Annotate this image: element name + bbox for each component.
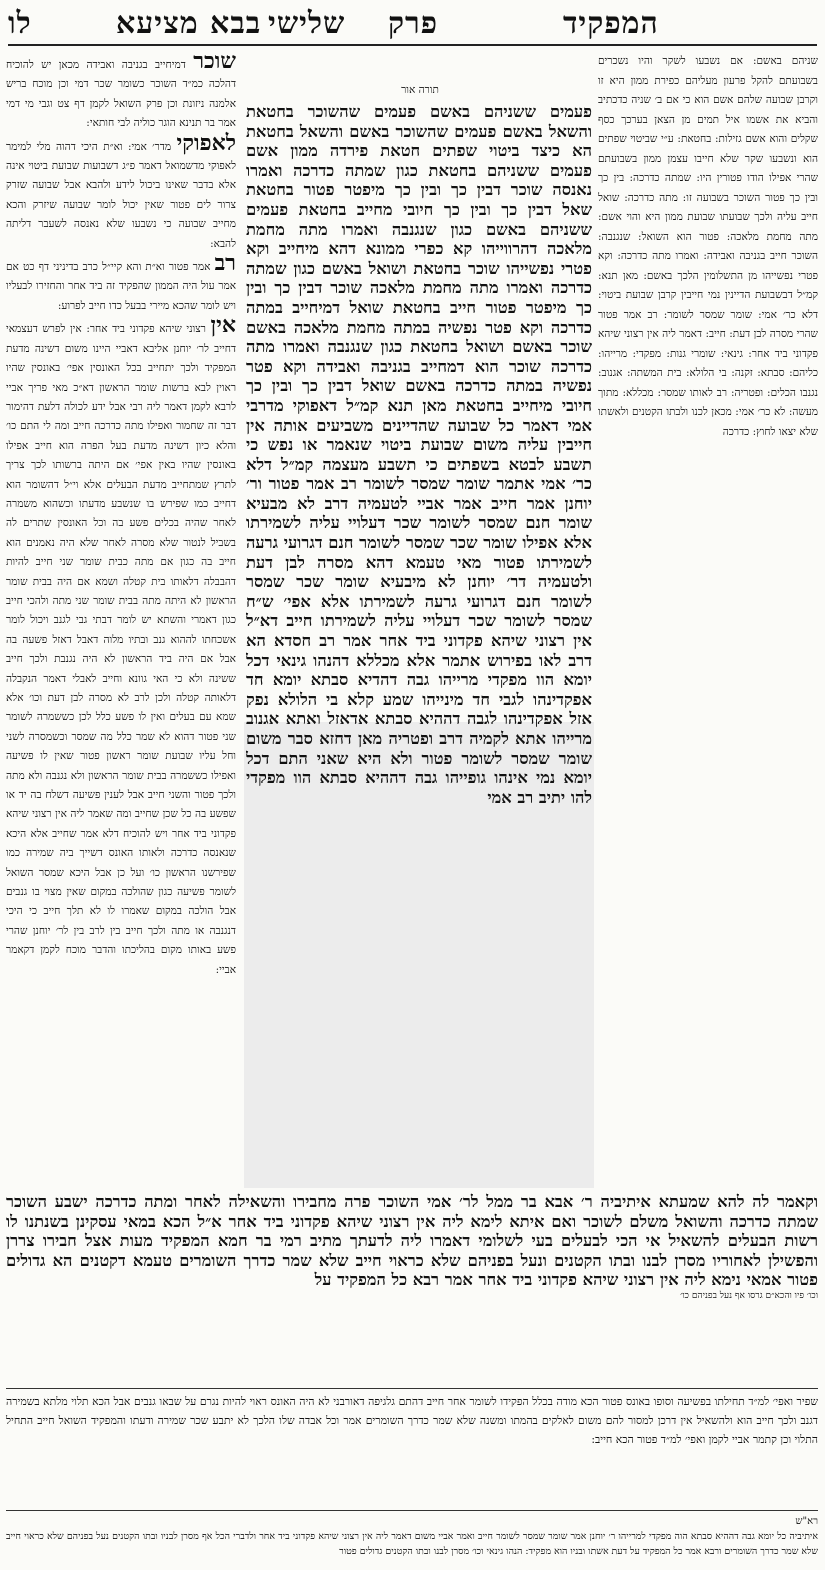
gemara-text: פעמים ששניהם באשם פעמים שהשוכר בחטאת והשאל באשם פעמים שהשוכר באשם והשאל בחטאת הא כיצד ביטוי שפתים חטאת פירדה ממון אשם פעמים ששניהם בחטאת כגון שמתה כדרכה ואמרו נאנסה שוכר דבין כך ובין כך מיפטר פטור בחטאת שאל דבין כך ובין כך חיובי מחייב בחטאת פעמים ששניהם באשם כגון שנגנבה ואמרו מתה מחמת מלאכה דהרווייהו קא כפרי ממונא דהא מיחייב וקא פטרי נפשייהו שוכר בחטאת ושואל באשם כגון שמתה כדרכה ואמרו מתה מחמת מלאכה שוכר דבין כך ובין כך מיפטר פטור חייב בחטאת שואל דמיחייב במתה כדרכה וקא פטר נפשיה במתה מחמת מלאכה באשם שוכר באשם ושואל בחטאת כגון שנגנבה ואמרו מתה כדרכה שוכר הוא דמחייב בגניבה ואבידה וקא פטר נפשיה במתה כדרכה באשם שואל דבין כך ובין כך חיובי מיחייב בחטאת מאן תנא קמ״ל דאפוקי מדרבי אמי דאמר כל שבועה שהדיינים משביעים אותה אין חייבין עליה משום שבועת ביטוי שנאמר או נפש כי תשבע לבטא בשפתים כי תשבע מעצמה קמ״ל דלא כר׳ אמי אתמר שומר שמסר לשומר רב אמר פטור ור׳ יוחנן אמר חייב אמר אביי לטעמיה דרב לא מבעיא שומר חנם שמסר לשומר שכר דעלויי עליה לשמירתו אלא אפילו שומר שכר שמסר לשומר חנם דגרועי גרעה לשמירתו פטור מאי טעמא דהא מסרה לבן דעת ולטעמיה דר׳ יוחנן לא מיבעיא שומר שכר שמסר לשומר חנם דגרועי גרעה לשמירתו אלא אפי׳ ש״ח שמסר לשומר שכר דעלויי עליה לשמירתו חייב דא״ל אין רצוני שיהא פקדוני ביד אחר אמר רב חסדא הא דרב לאו בפירוש אתמר אלא מכללא דהנהו גינאי דכל יומא הוו מפקדי מרייהו גבה דהדיא סבתא יומא חד אפקדינהו לגבי חד מינייהו שמע קלא בי הלולא נפק אזל אפקדינהו לגבה דההיא סבתא אדאזל ואתא אגנוב מרייהו אתא לקמיה דרב ופטריה מאן דחזא סבר משום שומר שמסר לשומר פטור ולא היא שאני התם דכל יומא נמי אינהו גופייהו גבה דההיא סבתא הוו מפקדי להו יתיב רב אמי — [246, 102, 592, 807]
tosafot-top-body: דמיחייב בגניבה ואבידה מכאן יש להוכיח דהלכה כמ״ד השוכר כשומר שכר דמי וכן מוכח בריש אלמנה ניזונת וכן פרק השואל לקמן דף צט וגבי מי דמי אמר בר תנינא הוגר כוליה לבי חותאי: — [6, 59, 236, 130]
footer-divider — [6, 1510, 818, 1511]
gemara-bottom-body: וקאמר לה להא שמעתא איתיביה ר׳ אבא בר ממל לר׳ אמי השוכר פרה מחבירו והשאילה לאחר ומתה כדרכה ישבע השוכר שמתה כדרכה והשואל משלם לשוכר ואם איתא לימא ליה אין רצוני שיהא פקדוני ביד אחר א״ל הכא במאי עסקינן בשנתנו לו רשות הבעלים להשאיל אי הכי לבעלים בעי לשלומי דאמרו ליה לדעתך מתיב רמי בר חמא המפקיד מעות אצל חבירו צררן והפשילן לאחוריו מסרן לבנו ובתו הקטנים ונעל בפניהם שלא כראוי חייב שלא שמר כדרך השומרים טעמא דקטנים הא גדולים פטור אמאי נימא ליה אין רצוני שיהא פקדוני ביד אחר אמר רבא כל המפקיד על — [6, 1192, 818, 1290]
tosafot-body-2: אמר פטור וא״ת והא קיי״ל כרב בדיניני דף כט אם אמר עול היה הממון שהפקיד זה ביד אחר והחזירו לבעליו ויש לומר שהכא מיירי בבעל כדו חייב לפרוע: — [6, 261, 236, 312]
section-divider — [6, 1388, 818, 1389]
rosh-commentary — [6, 1514, 818, 1559]
tosafot-dibbur-ein: אין — [210, 312, 236, 339]
rosh-label: רא"ש — [795, 1516, 818, 1527]
tosafot-section-3 — [6, 312, 236, 980]
chapter-number: שלישי — [268, 6, 346, 41]
tosafot-section-1 — [6, 129, 236, 254]
torah-or-label: תורה אור — [401, 84, 439, 96]
folio-number: לו — [8, 6, 32, 41]
page-header — [8, 4, 817, 46]
tosafot-top-text — [6, 52, 236, 134]
rashi-commentary — [598, 52, 818, 1189]
tosafot-continuation: שפיר ואפי׳ למ״ד תחילתו בפשיעה וסופו באונס פטור הכא מודה בכלל הפקידו לשומר אחר חייב דהתם גלגיפה דאורבני לא היה האונס ראוי להיות נגרם על שבאו גנבים אבל הכא תלוי מלתא בשמירה דגנב ולכך חייב הוא ולהשאיל אין דרכן למסור להם משום לאלקים בהמתו ומשנה שלא שמר כדרך השומרים אמר וכל אבדה שלו הלכך לא יתבע שכר שמירה ודעתו והמפקיד השואל חייב התחיל התלוי וכן קתמר אביי לקמן ואפי׳ למ״ד פטור הכא חייב: — [6, 1395, 818, 1446]
tosafot-section-2 — [6, 250, 236, 316]
tosafot-body-3: רצוני שיהא פקדוני ביד אחר: אין לפרש דעצמאי דחייב לר׳ יוחנן אליבא דאביי היינו משום דשינה מדעת המפקיד ולכך יתחייב בכל האונסין אפי׳ באונסין שהיו ראוין לבא ברשות שומר הראשון דא״כ מאי פריך אביי לרבא לקמן דאמר ליה רבי אבל ידע לכולה דלעת דהימור דבר זה שחמור ואפילו מתה כדרכה חייב ומה לי התם כו׳ והלא כיון דשינה מדעת בעל הפרה הוא חייב אפילו באונסין שהיו באין אפי׳ אם היתה ברשותו לכך צריך לתרץ שמתחייב מדעת הבעלים אלא וי״ל דהשומר הוא דחייב כמו שפירש בו שנשבע מדעתו וכשהוא משמרה לאחר שהיה בכלים פשע בה וכל האונסין שתרים לה בשביל לנטור שלא מסרה לאחר שלא היה נאמנים הוא חייב בה כגון אם מתה כבית שומר שני חייב להיות דהבבלה דלאותו בית קטלה ושמא אם היה בבית שומר הראשון לא היתה מתה בבית שומר שני מתה ולהכי חייב כגון דאמרי והשתא יש לומר דבתי גבי לגנב ויכול לומר אשכחתו לההוא גנב ובתיו מלוה דאבל דאזל פשעה בה אבל אם היה ביד הראשון לא היה נגנבת ולכך חייב ששינה ולא כי האי גוונא וחייב לאבלי דאמר הנקבלה דלאותה קטלה ולכן לרב לא מסרה לבן דעת וכו׳ אלא שמא עם בעלים ואין לו פשע כלל לכן כששמרה לשומר שני פטור דהוא לא שמר כלל מה שמסר וכשמסרה לשני וחל עליו שבועת שומר ראשון פטור שאין לו פשיעה ואפילו כששמרה בבית שומר הראשון ולא נגנבה ולא מתה ולכך פטור והשני חייב אבל לענין פשיעה דשלח בה יד או שפשע בה כל שכן שחייב ומה שאמר ליה אין רצוני שיהא פקדוני ביד אחר ויש להוכיח דלא אמר שחייב אלא היכא שנאנסה כדרכה ולאותו האונס דשייך ביה שמירה כמו שפירשנו הראשון כו׳ ועל כן אבל היכא שמסר השואל לשומר פשיעה כגון שהולכה במקום שאין מצוי בו גנבים אבל הולכה במקום שאמרו לו לא תלך חייב כי היכי דנגנבה או מתה ולכך חייב בין לרב בין לר׳ יוחנן שהרי פשע באותו מקום בהליכתו והדבר מוכח לקמן דקאמר אביי: — [6, 323, 236, 976]
tosafot-dibbur-shocher: שוכר — [193, 52, 236, 74]
tractate-name: בבא מציעא — [116, 6, 262, 41]
gemara-footnote: וכו׳ פיו והכא״ם גרסו אף נעל בפניהם כו׳ — [680, 1290, 818, 1301]
gemara-bottom-text — [6, 1192, 818, 1302]
tosafot-body-1: מדר׳ אמי: וא״ת היכי דהוה מלי למימר לאפוקי מדשמואל דאמר פ״ג דשבועות שבועת ביטוי אינה אלא בדבר שאינו ביכול לידע ולהבא אבל שבועה שזרק צרור לים פטור שאין יכול לומר שבועה שיזרק והכא מחייב שבועה כי נשבעו שלא נאנסה לשעבר דליתה להבא: — [6, 140, 236, 250]
rosh-text: איתיביה כל יומא גבה דההיא סבתא הוה מפקדי למרייהו ר׳ יוחנן אמר שומר שמסר לשומר חייב ואמר אביי משום דאמר ליה אין רצוני שיהא פקדוני ביד אחר ולדברי הכל אף מסרן לבניו ובתו הקטנים נעל בפניהם שלא כראוי חייב שלא שמר כדרך השומרים ורבא אמר כל המפקיד על דעת אשתו ובניו הוא מפקיד: הנהו גינאי וכו׳ מסרן לבנו ובתו הקטנים גדולים פטור — [6, 1531, 818, 1557]
gemara-main-text — [246, 102, 592, 807]
chapter-word: פרק — [388, 6, 439, 41]
tosafot-commentary — [6, 52, 236, 1189]
tosafot-dibbur-rav: רב — [214, 250, 236, 277]
tosafot-dibbur-lafukei: לאפוקי — [176, 129, 236, 156]
rashi-text: שניהם באשם: אם נשבעו לשקר והיו נשכרים בשבועתם להקל פרעון מעליהם כפירת ממון היא זו וקרבן שבועה שלהם אשם הוא כי אם ב׳ שניה כדכתיב והביא את אשמו איל תמים מן הצאן בערכך כסף שקלים והוא אשם גזילות: בחטאת: ע״י שביטוי שפתים הוא ונשבעו שקר שלא חייבו עצמן ממון בשבועתם שהרי אפילו הודו פטורין היו: שמתה כדרכה: בין כך ובין כך פטור השוכר בשבועה זו: מתה כדרכה: שואל חייב עליה ולכך שבועתו שבועת ממון היא והוי אשם: מתה מחמת מלאכה: פטור הוא השואל: שנגנבה: השוכר חייב בגניבה ואבידה: ואמרו מתה כדרכה: וקא פטרי נפשייהו מן התשלומין הלכך באשם: מאן תנא: קמ״ל דבשבועת הדיינין נמי חייבין קרבן שבועת ביטוי: דלא כר׳ אמי: שומר שמסר לשומר: רב אמר פטור שהרי מסרה לבן דעת: חייב: דאמר ליה אין רצוני שיהא פקדוני ביד אחר: גינאי: שומרי גנות: מפקדי: מרייהו: כליהם: סבתא: זקנה: בי הלולא: בית המשתה: אגנוב: נגנבו הכלים: ופטריה: רב לאותו שמסר: מכללא: מתוך מעשה: לא כר׳ אמי: מכאן לכנו ולבתו הקטנים ולאשתו שלא יצאו לחוץ: כדרכה — [598, 55, 818, 438]
chapter-title: המפקיד — [563, 6, 659, 41]
